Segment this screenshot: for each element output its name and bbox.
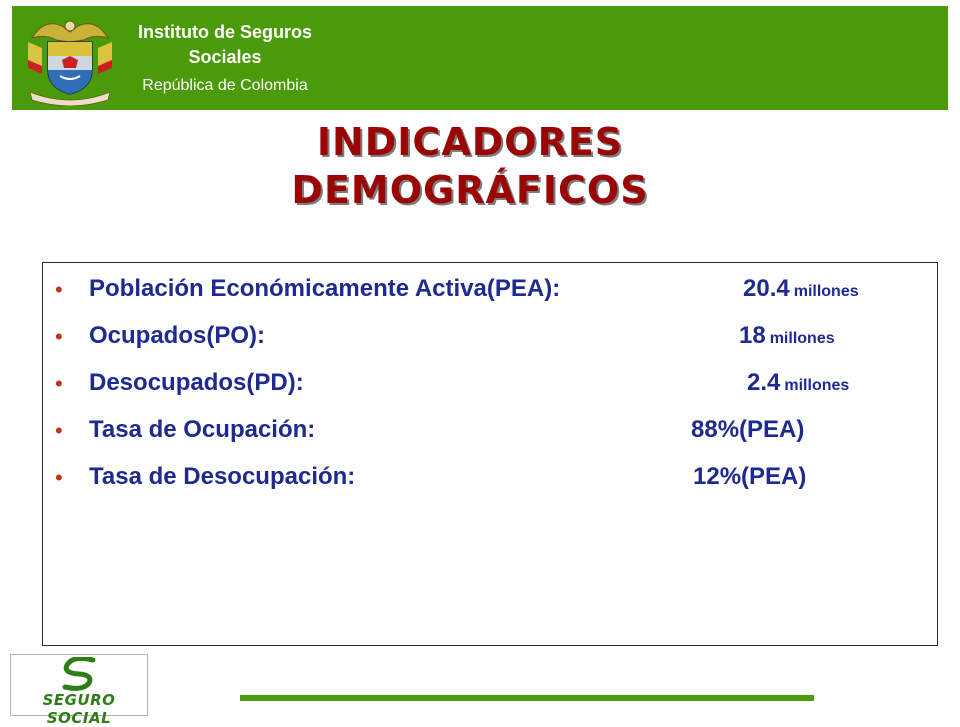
indicator-number: 20.4 (743, 275, 790, 302)
seguro-social-logo (10, 654, 148, 727)
title-line1: INDICADORES (316, 120, 624, 164)
indicators-list (43, 275, 937, 510)
indicator-unit: millones (784, 377, 850, 394)
indicator-label: Ocupados(PO): (89, 322, 266, 349)
indicator-tasa-ocupacion (43, 416, 937, 463)
indicator-pea (43, 275, 937, 322)
colombia-crest-icon (22, 12, 118, 106)
indicator-label: Población Económicamente Activa(PEA): (89, 275, 561, 302)
institution-name-line2: Sociales (188, 47, 262, 67)
page-title (0, 118, 940, 214)
institution-name (130, 20, 320, 70)
indicator-number: 18 (739, 322, 766, 349)
bullet-icon: • (55, 418, 63, 443)
indicator-po (43, 322, 937, 369)
bullet-icon: • (55, 371, 63, 396)
indicator-pd (43, 369, 937, 416)
institution-name-line1: Instituto de Seguros (137, 22, 312, 42)
indicator-number: 88%(PEA) (691, 416, 805, 443)
indicator-value (693, 463, 806, 491)
indicator-tasa-desocupacion (43, 463, 937, 510)
indicator-value (743, 275, 859, 303)
seguro-social-s-icon (53, 657, 107, 691)
indicator-number: 2.4 (747, 369, 781, 396)
footer-divider (240, 695, 814, 701)
indicator-value (747, 369, 849, 397)
bullet-icon: • (55, 465, 63, 490)
bullet-icon: • (55, 324, 63, 349)
indicator-value (739, 322, 835, 350)
header-banner (12, 6, 948, 110)
indicator-number: 12%(PEA) (693, 463, 807, 490)
title-line2: DEMOGRÁFICOS (291, 168, 649, 212)
indicator-unit: millones (793, 283, 859, 300)
indicator-unit: millones (769, 330, 835, 347)
country-name: República de Colombia (142, 77, 308, 94)
indicator-value (691, 416, 804, 444)
bullet-icon: • (55, 277, 63, 302)
indicator-label: Desocupados(PD): (89, 369, 304, 396)
logo-text: SEGURO SOCIAL (42, 691, 116, 727)
indicator-label: Tasa de Desocupación: (89, 463, 356, 490)
indicators-panel (42, 262, 938, 646)
indicator-label: Tasa de Ocupación: (89, 416, 316, 443)
